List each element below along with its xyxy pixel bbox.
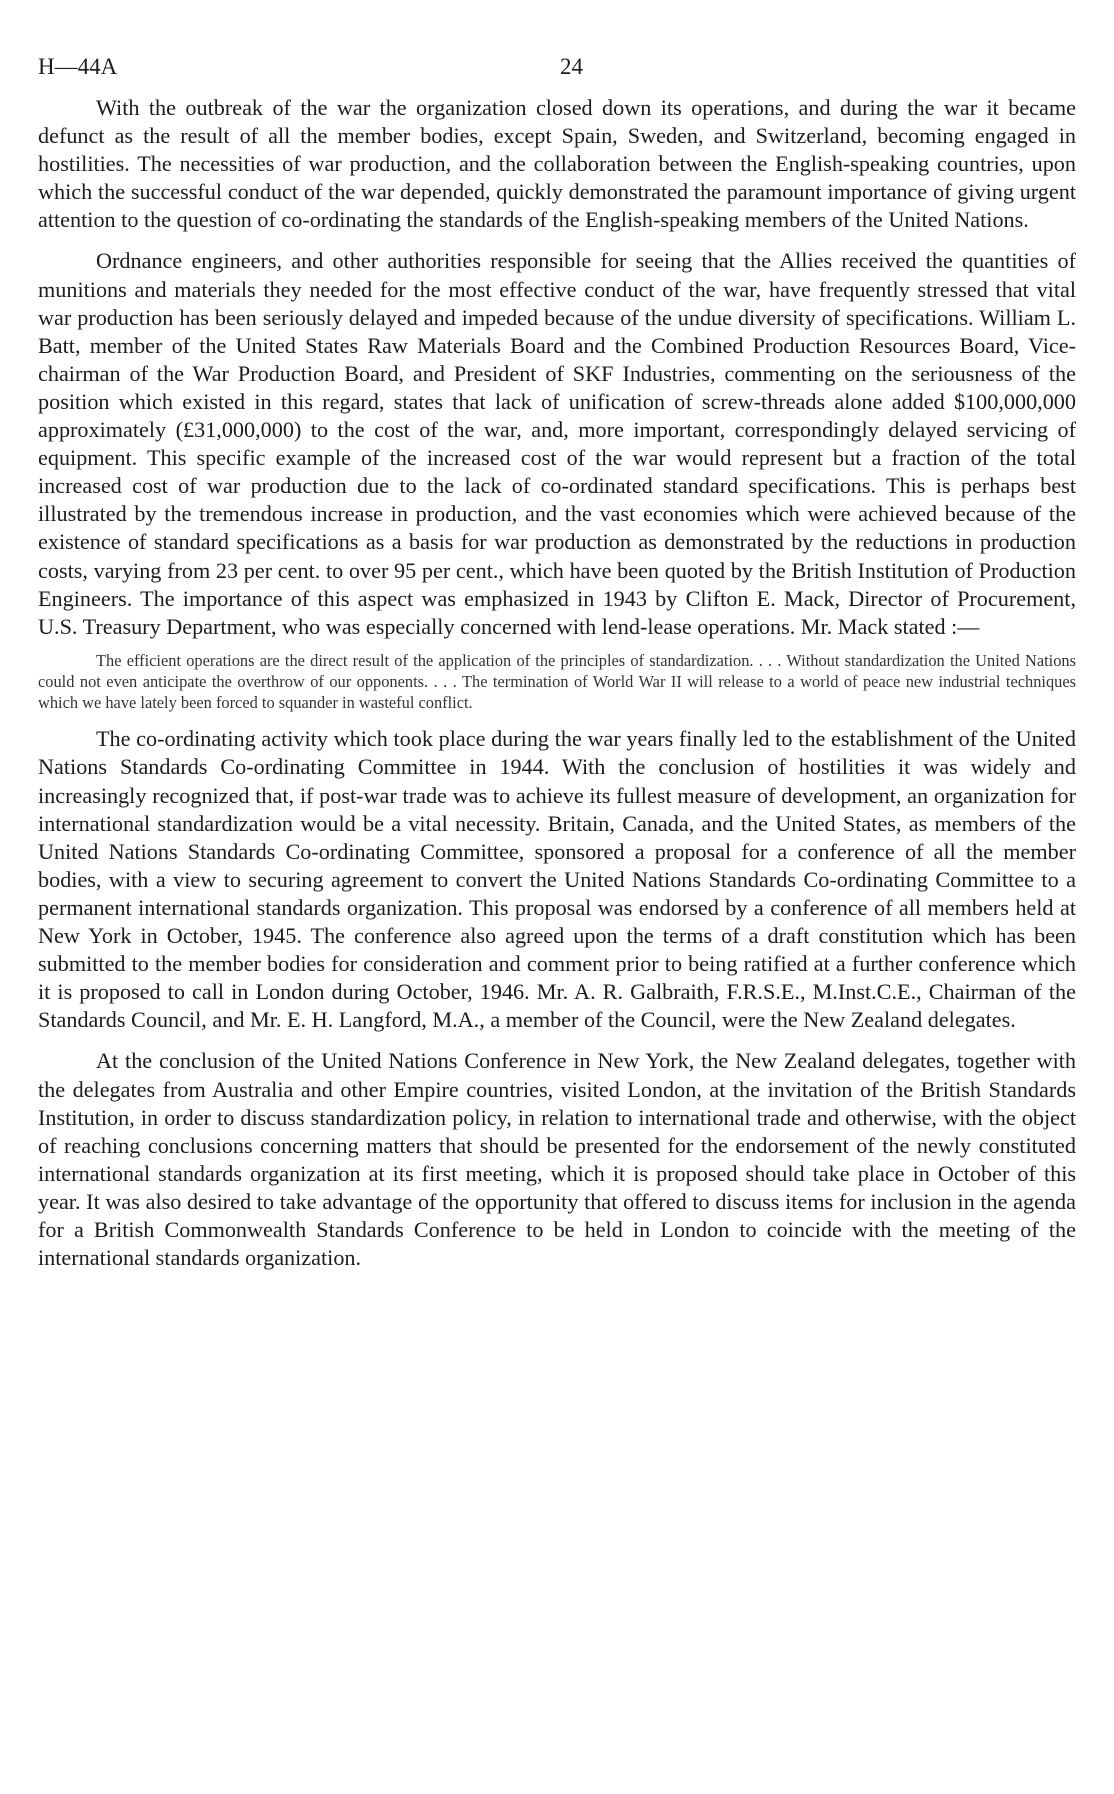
page-header bbox=[38, 54, 1076, 94]
paragraph-coordinating-activity: The co-ordinating activity which took place during the war years finally led to the establishment of the United Nations Standards Co-ordinating Committee in 1944. With the conclusion of hostilities it was widely and increasingly recognized that, if post-war trade was to achieve its fullest measure of development, an organization for international standardization would be a vital necessity. Britain, Canada, and the United States, as members of the United Nations Standards Co-ordinating Committee, sponsored a proposal for a conference of all the member bodies, with a view to securing agreement to convert the United Nations Standards Co-ordinating Committee to a permanent international standards organization. This proposal was endorsed by a conference of all members held at New York in October, 1945. The conference also agreed upon the terms of a draft constitution which has been submitted to the member bodies for consideration and comment prior to being ratified at a further conference which it is proposed to call in London during October, 1946. Mr. A. R. Galbraith, F.R.S.E., M.Inst.C.E., Chairman of the Standards Council, and Mr. E. H. Langford, M.A., a member of the Council, were the New Zealand delegates. bbox=[38, 726, 1076, 1033]
document-reference: H—44A bbox=[38, 54, 118, 79]
paragraph-ordnance-engineers: Ordnance engineers, and other authorities responsible for seeing that the Allies received the quantities of munitions and materials they needed for the most effective conduct of the war, have frequently stressed that vital war production has been seriously delayed and impeded because of the undue diversity of specifications. William L. Batt, member of the United States Raw Materials Board and the Combined Production Resources Board, Vice-chairman of the War Production Board, and President of SKF Industries, commenting on the seriousness of the position which existed in this regard, states that lack of unification of screw-threads alone added $100,000,000 approximately (£31,000,000) to the cost of the war, and, more important, correspondingly delayed servicing of equipment. This specific example of the increased cost of the war would represent but a fraction of the total increased cost of war production due to the lack of co-ordinated standard specifications. This is perhaps best illustrated by the tremendous increase in production, and the vast economies which were achieved because of the existence of standard specifications as a basis for war production as demonstrated by the reductions in production costs, varying from 23 per cent. to over 95 per cent., which have been quoted by the British Institution of Production Engineers. The importance of this aspect was emphasized in 1943 by Clifton E. Mack, Director of Procurement, U.S. Treasury Department, who was especially concerned with lend-lease operations. Mr. Mack stated :— bbox=[38, 248, 1076, 639]
page-number: 24 bbox=[560, 54, 583, 79]
paragraph-war-outbreak: With the outbreak of the war the organization closed down its operations, and during the war it became defunct as the result of all the member bodies, except Spain, Sweden, and Switzerland, becoming engaged in hostilities. The necessities of war production, and the collaboration between the English-speaking countries, upon which the successful conduct of the war depended, quickly demonstrated the paramount importance of giving urgent attention to the question of co-ordinating the standards of the English-speaking members of the United Nations. bbox=[38, 95, 1076, 233]
document-page bbox=[38, 54, 1076, 1272]
block-quote-mack: The efficient operations are the direct result of the application of the principles of standardization. . . . Without standardization the United Nations could not even anticipate the overthrow of our opponents. . . . The termination of World War II will release to a world of peace new industrial techniques which we have lately been forced to squander in wasteful conflict. bbox=[38, 650, 1076, 713]
paragraph-london-visit: At the conclusion of the United Nations Conference in New York, the New Zealand delegates, together with the delegates from Australia and other Empire countries, visited London, at the invitation of the British Standards Institution, in order to discuss standardization policy, in relation to international trade and otherwise, with the object of reaching conclusions concerning matters that should be presented for the endorsement of the newly constituted international standards organization at its first meeting, which it is proposed should take place in October of this year. It was also desired to take advantage of the opportunity that offered to discuss items for inclusion in the agenda for a British Commonwealth Standards Conference to be held in London to coincide with the meeting of the international standards organization. bbox=[38, 1048, 1076, 1271]
